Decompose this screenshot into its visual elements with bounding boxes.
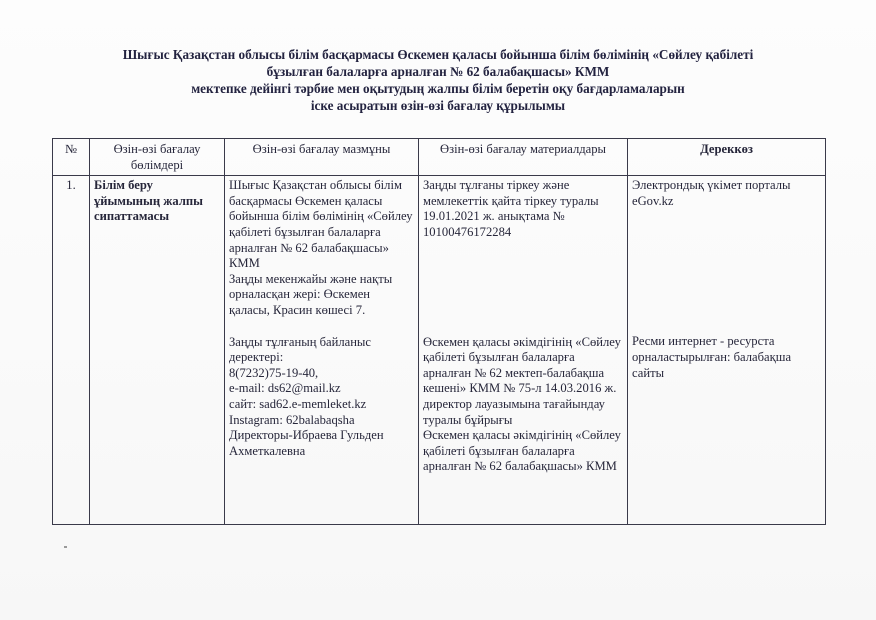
source-website: Ресми интернет - ресурста орналастырылған: балабақша сайты — [632, 334, 792, 380]
content-org-name: Шығыс Қазақстан облысы білім басқармасы Өскемен қаласы бойынша білім бөлімінің «Сөйлеу қабілеті бұзылған балаларға арналған № 62 балабақшасы» КММ — [229, 178, 413, 271]
scan-speck — [64, 546, 67, 548]
content-phone: 8(7232)75-19-40, — [229, 365, 319, 380]
table-header-row — [53, 139, 826, 176]
content-instagram: Instagram: 62balabaqsha — [229, 412, 355, 427]
self-assessment-table — [52, 138, 826, 525]
header-num: № — [53, 139, 90, 176]
content-director: Директоры-Ибраева Гульден Ахметкалевна — [229, 428, 384, 458]
materials-appointment-order: Өскемен қаласы әкімдігінің «Сөйлеу қабілеті бұзылған балаларға арналған № 62 мектеп-балабақша кешені» КММ № 75-л 14.03.2016 ж. директор лауазымына тағайындау туралы бұйрығы — [423, 334, 621, 427]
heading-line-2: бұзылған балаларға арналған № 62 балабақшасы» КММ — [266, 64, 610, 79]
content-address: Заңды мекенжайы және нақты орналасқан жері: Өскемен қаласы, Красин көшесі 7. — [229, 271, 393, 317]
content-site: сайт: sad62.e-memleket.kz — [229, 396, 367, 411]
header-materials: Өзін-өзі бағалау материалдары — [419, 139, 628, 176]
row-number: 1. — [53, 176, 90, 525]
source-egov: Электрондық үкімет порталы eGov.kz — [632, 178, 791, 208]
content-contacts-label: Заңды тұлғаның байланыс деректері: — [229, 334, 371, 365]
table-row — [53, 176, 826, 525]
heading-line-3: мектепке дейінгі тәрбие мен оқытудың жалпы білім беретін оқу бағдарламаларын — [191, 81, 685, 96]
row-materials — [419, 176, 628, 525]
content-email: e-mail: ds62@mail.kz — [229, 381, 341, 396]
header-source: Дереккөз — [628, 139, 826, 176]
materials-registration: Заңды тұлғаны тіркеу және мемлекеттік қайта тіркеу туралы 19.01.2021 ж. анықтама № 10100476172284 — [423, 178, 599, 239]
heading-line-4: іске асыратын өзін-өзі бағалау құрылымы — [310, 98, 566, 113]
heading-line-1: Шығыс Қазақстан облысы білім басқармасы Өскемен қаласы бойынша білім бөлімінің «Сөйлеу қабілеті — [122, 47, 754, 62]
document-heading — [40, 46, 836, 114]
row-source — [628, 176, 826, 525]
row-content — [225, 176, 419, 525]
header-section: Өзін-өзі бағалау бөлімдері — [90, 139, 225, 176]
row-section: Білім беру ұйымының жалпы сипаттамасы — [90, 176, 225, 525]
materials-akimat: Өскемен қаласы әкімдігінің «Сөйлеу қабілеті бұзылған балаларға арналған № 62 балабақшасы» КММ — [423, 428, 621, 474]
header-content: Өзін-өзі бағалау мазмұны — [225, 139, 419, 176]
